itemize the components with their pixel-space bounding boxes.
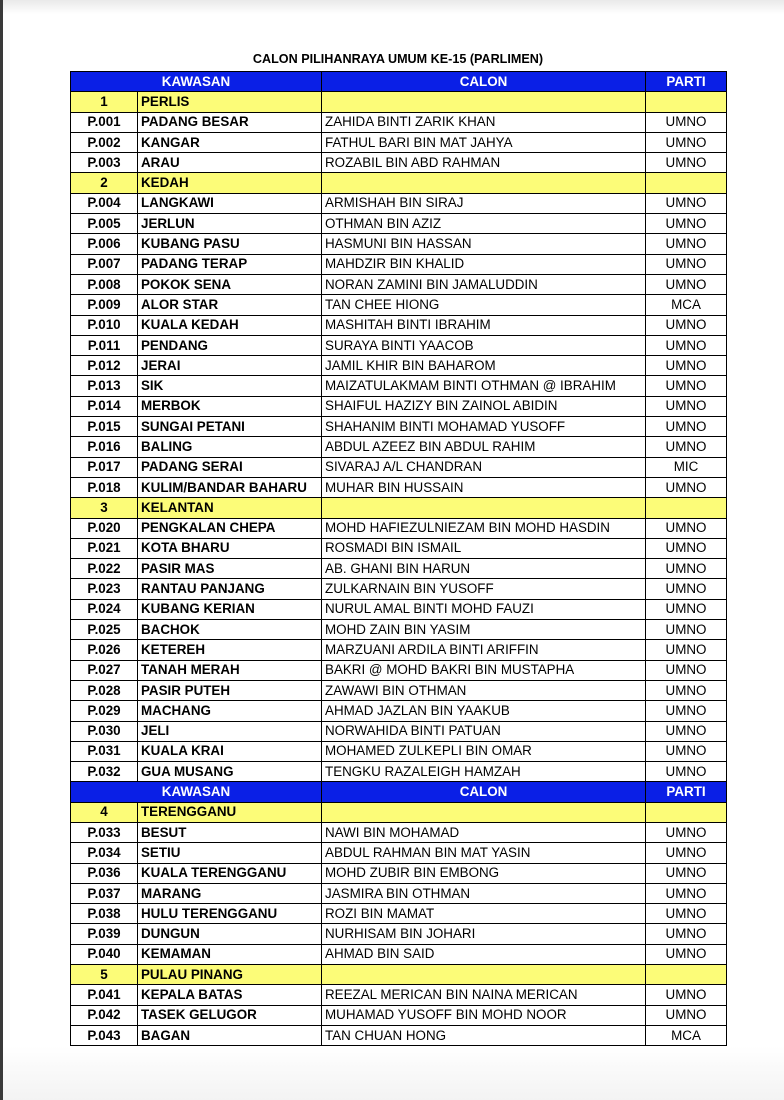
seat-code: P.037 xyxy=(71,883,138,903)
table-row xyxy=(71,599,727,619)
candidate-name: MASHITAH BINTI IBRAHIM xyxy=(322,315,646,335)
state-empty-cell xyxy=(646,92,727,112)
column-header-row xyxy=(71,72,727,92)
seat-area: BALING xyxy=(138,437,322,457)
candidate-name: MAIZATULAKMAM BINTI OTHMAN @ IBRAHIM xyxy=(322,376,646,396)
party-name: UMNO xyxy=(646,274,727,294)
candidate-name: JAMIL KHIR BIN BAHAROM xyxy=(322,356,646,376)
seat-code: P.001 xyxy=(71,112,138,132)
state-number: 2 xyxy=(71,173,138,193)
seat-area: HULU TERENGGANU xyxy=(138,904,322,924)
candidate-name: ZAHIDA BINTI ZARIK KHAN xyxy=(322,112,646,132)
table-row xyxy=(71,822,727,842)
seat-area: PENDANG xyxy=(138,335,322,355)
table-row xyxy=(71,132,727,152)
seat-code: P.009 xyxy=(71,295,138,315)
candidate-name: AB. GHANI BIN HARUN xyxy=(322,559,646,579)
candidate-name: ROZABIL BIN ABD RAHMAN xyxy=(322,153,646,173)
candidate-table xyxy=(70,71,727,1046)
party-name: UMNO xyxy=(646,234,727,254)
seat-area: SETIU xyxy=(138,843,322,863)
table-row xyxy=(71,315,727,335)
table-row xyxy=(71,904,727,924)
candidate-name: SHAHANIM BINTI MOHAMAD YUSOFF xyxy=(322,417,646,437)
seat-area: KETEREH xyxy=(138,640,322,660)
table-row xyxy=(71,620,727,640)
party-name: UMNO xyxy=(646,254,727,274)
seat-code: P.033 xyxy=(71,822,138,842)
seat-code: P.004 xyxy=(71,193,138,213)
seat-area: JERAI xyxy=(138,356,322,376)
seat-code: P.020 xyxy=(71,518,138,538)
seat-code: P.014 xyxy=(71,396,138,416)
table-row xyxy=(71,680,727,700)
party-name: UMNO xyxy=(646,904,727,924)
seat-code: P.039 xyxy=(71,924,138,944)
seat-code: P.041 xyxy=(71,985,138,1005)
state-name: KELANTAN xyxy=(138,498,322,518)
table-row xyxy=(71,1005,727,1025)
candidate-name: NORWAHIDA BINTI PATUAN xyxy=(322,721,646,741)
party-name: UMNO xyxy=(646,193,727,213)
seat-code: P.024 xyxy=(71,599,138,619)
candidate-name: MOHD ZAIN BIN YASIM xyxy=(322,620,646,640)
party-name: MCA xyxy=(646,295,727,315)
state-empty-cell xyxy=(322,173,646,193)
state-empty-cell xyxy=(646,498,727,518)
candidate-table-body xyxy=(71,72,727,1046)
party-name: UMNO xyxy=(646,863,727,883)
seat-area: GUA MUSANG xyxy=(138,762,322,782)
seat-area: ALOR STAR xyxy=(138,295,322,315)
page-title: CALON PILIHANRAYA UMUM KE-15 (PARLIMEN) xyxy=(252,52,544,66)
seat-code: P.025 xyxy=(71,620,138,640)
seat-area: BACHOK xyxy=(138,620,322,640)
state-empty-cell xyxy=(646,173,727,193)
seat-area: TANAH MERAH xyxy=(138,660,322,680)
table-row xyxy=(71,660,727,680)
seat-area: KEPALA BATAS xyxy=(138,985,322,1005)
party-name: UMNO xyxy=(646,741,727,761)
seat-area: BESUT xyxy=(138,822,322,842)
party-name: UMNO xyxy=(646,214,727,234)
table-row xyxy=(71,477,727,497)
candidate-name: TENGKU RAZALEIGH HAMZAH xyxy=(322,762,646,782)
seat-area: BAGAN xyxy=(138,1025,322,1045)
state-empty-cell xyxy=(322,92,646,112)
seat-area: LANGKAWI xyxy=(138,193,322,213)
state-row xyxy=(71,498,727,518)
seat-code: P.006 xyxy=(71,234,138,254)
candidate-name: MUHAR BIN HUSSAIN xyxy=(322,477,646,497)
table-row xyxy=(71,985,727,1005)
candidate-name: ZAWAWI BIN OTHMAN xyxy=(322,680,646,700)
candidate-name: FATHUL BARI BIN MAT JAHYA xyxy=(322,132,646,152)
seat-code: P.030 xyxy=(71,721,138,741)
party-name: UMNO xyxy=(646,518,727,538)
party-name: UMNO xyxy=(646,335,727,355)
table-row xyxy=(71,234,727,254)
seat-code: P.003 xyxy=(71,153,138,173)
seat-area: PASIR MAS xyxy=(138,559,322,579)
seat-code: P.034 xyxy=(71,843,138,863)
party-name: UMNO xyxy=(646,944,727,964)
state-number: 4 xyxy=(71,802,138,822)
state-name: PULAU PINANG xyxy=(138,965,322,985)
candidate-name: HASMUNI BIN HASSAN xyxy=(322,234,646,254)
candidate-name: MARZUANI ARDILA BINTI ARIFFIN xyxy=(322,640,646,660)
table-row xyxy=(71,883,727,903)
candidate-name: MAHDZIR BIN KHALID xyxy=(322,254,646,274)
party-name: MCA xyxy=(646,1025,727,1045)
party-name: UMNO xyxy=(646,701,727,721)
seat-area: SIK xyxy=(138,376,322,396)
candidate-name: OTHMAN BIN AZIZ xyxy=(322,214,646,234)
party-name: UMNO xyxy=(646,132,727,152)
seat-area: KUALA KEDAH xyxy=(138,315,322,335)
candidate-name: MUHAMAD YUSOFF BIN MOHD NOOR xyxy=(322,1005,646,1025)
party-name: UMNO xyxy=(646,315,727,335)
seat-code: P.040 xyxy=(71,944,138,964)
seat-area: RANTAU PANJANG xyxy=(138,579,322,599)
seat-code: P.029 xyxy=(71,701,138,721)
table-row xyxy=(71,214,727,234)
seat-code: P.028 xyxy=(71,680,138,700)
party-name: MIC xyxy=(646,457,727,477)
seat-area: POKOK SENA xyxy=(138,274,322,294)
candidate-name: MOHD HAFIEZULNIEZAM BIN MOHD HASDIN xyxy=(322,518,646,538)
header-calon: CALON xyxy=(322,782,646,802)
seat-area: TASEK GELUGOR xyxy=(138,1005,322,1025)
header-parti: PARTI xyxy=(646,72,727,92)
party-name: UMNO xyxy=(646,721,727,741)
table-row xyxy=(71,417,727,437)
state-number: 1 xyxy=(71,92,138,112)
candidate-name: ZULKARNAIN BIN YUSOFF xyxy=(322,579,646,599)
candidate-name: NURHISAM BIN JOHARI xyxy=(322,924,646,944)
seat-area: PADANG TERAP xyxy=(138,254,322,274)
state-empty-cell xyxy=(322,498,646,518)
candidate-name: SURAYA BINTI YAACOB xyxy=(322,335,646,355)
candidate-name: ABDUL RAHMAN BIN MAT YASIN xyxy=(322,843,646,863)
candidate-name: ABDUL AZEEZ BIN ABDUL RAHIM xyxy=(322,437,646,457)
party-name: UMNO xyxy=(646,417,727,437)
seat-code: P.038 xyxy=(71,904,138,924)
party-name: UMNO xyxy=(646,620,727,640)
seat-code: P.007 xyxy=(71,254,138,274)
candidate-name: AHMAD BIN SAID xyxy=(322,944,646,964)
party-name: UMNO xyxy=(646,579,727,599)
party-name: UMNO xyxy=(646,822,727,842)
seat-code: P.008 xyxy=(71,274,138,294)
seat-code: P.012 xyxy=(71,356,138,376)
party-name: UMNO xyxy=(646,153,727,173)
candidate-name: AHMAD JAZLAN BIN YAAKUB xyxy=(322,701,646,721)
candidate-name: SIVARAJ A/L CHANDRAN xyxy=(322,457,646,477)
seat-code: P.022 xyxy=(71,559,138,579)
party-name: UMNO xyxy=(646,985,727,1005)
candidate-name: ROZI BIN MAMAT xyxy=(322,904,646,924)
seat-area: KUALA TERENGGANU xyxy=(138,863,322,883)
seat-code: P.043 xyxy=(71,1025,138,1045)
seat-area: KOTA BHARU xyxy=(138,538,322,558)
state-empty-cell xyxy=(646,965,727,985)
candidate-name: ROSMADI BIN ISMAIL xyxy=(322,538,646,558)
table-row xyxy=(71,1025,727,1045)
table-row xyxy=(71,924,727,944)
party-name: UMNO xyxy=(646,660,727,680)
state-row xyxy=(71,802,727,822)
seat-code: P.032 xyxy=(71,762,138,782)
table-row xyxy=(71,559,727,579)
seat-area: PADANG SERAI xyxy=(138,457,322,477)
party-name: UMNO xyxy=(646,437,727,457)
table-row xyxy=(71,843,727,863)
seat-area: MACHANG xyxy=(138,701,322,721)
header-parti: PARTI xyxy=(646,782,727,802)
seat-area: SUNGAI PETANI xyxy=(138,417,322,437)
table-row xyxy=(71,944,727,964)
candidate-name: ARMISHAH BIN SIRAJ xyxy=(322,193,646,213)
party-name: UMNO xyxy=(646,680,727,700)
state-number: 3 xyxy=(71,498,138,518)
seat-area: KUALA KRAI xyxy=(138,741,322,761)
seat-code: P.018 xyxy=(71,477,138,497)
seat-code: P.010 xyxy=(71,315,138,335)
seat-area: PASIR PUTEH xyxy=(138,680,322,700)
table-row xyxy=(71,356,727,376)
table-row xyxy=(71,396,727,416)
party-name: UMNO xyxy=(646,538,727,558)
table-row xyxy=(71,701,727,721)
party-name: UMNO xyxy=(646,883,727,903)
party-name: UMNO xyxy=(646,477,727,497)
table-row xyxy=(71,640,727,660)
seat-code: P.031 xyxy=(71,741,138,761)
table-row xyxy=(71,741,727,761)
candidate-name: NAWI BIN MOHAMAD xyxy=(322,822,646,842)
candidate-name: NORAN ZAMINI BIN JAMALUDDIN xyxy=(322,274,646,294)
table-row xyxy=(71,335,727,355)
table-row xyxy=(71,762,727,782)
state-empty-cell xyxy=(322,965,646,985)
state-empty-cell xyxy=(322,802,646,822)
state-row xyxy=(71,965,727,985)
table-row xyxy=(71,863,727,883)
seat-area: KUBANG PASU xyxy=(138,234,322,254)
table-row xyxy=(71,721,727,741)
seat-code: P.015 xyxy=(71,417,138,437)
party-name: UMNO xyxy=(646,599,727,619)
party-name: UMNO xyxy=(646,396,727,416)
state-name: KEDAH xyxy=(138,173,322,193)
party-name: UMNO xyxy=(646,376,727,396)
seat-code: P.027 xyxy=(71,660,138,680)
seat-code: P.016 xyxy=(71,437,138,457)
table-row xyxy=(71,518,727,538)
seat-area: KANGAR xyxy=(138,132,322,152)
party-name: UMNO xyxy=(646,356,727,376)
seat-area: PADANG BESAR xyxy=(138,112,322,132)
seat-area: JELI xyxy=(138,721,322,741)
seat-area: ARAU xyxy=(138,153,322,173)
party-name: UMNO xyxy=(646,762,727,782)
seat-area: KEMAMAN xyxy=(138,944,322,964)
table-row xyxy=(71,376,727,396)
seat-code: P.026 xyxy=(71,640,138,660)
header-kawasan: KAWASAN xyxy=(71,72,322,92)
party-name: UMNO xyxy=(646,640,727,660)
seat-code: P.023 xyxy=(71,579,138,599)
party-name: UMNO xyxy=(646,1005,727,1025)
seat-code: P.005 xyxy=(71,214,138,234)
table-row xyxy=(71,457,727,477)
header-calon: CALON xyxy=(322,72,646,92)
state-name: TERENGGANU xyxy=(138,802,322,822)
party-name: UMNO xyxy=(646,112,727,132)
state-number: 5 xyxy=(71,965,138,985)
table-row xyxy=(71,437,727,457)
candidate-name: SHAIFUL HAZIZY BIN ZAINOL ABIDIN xyxy=(322,396,646,416)
party-name: UMNO xyxy=(646,559,727,579)
seat-area: JERLUN xyxy=(138,214,322,234)
table-row xyxy=(71,153,727,173)
seat-code: P.021 xyxy=(71,538,138,558)
table-row xyxy=(71,193,727,213)
candidate-name: MOHD ZUBIR BIN EMBONG xyxy=(322,863,646,883)
viewer-edge xyxy=(0,0,3,1100)
seat-area: DUNGUN xyxy=(138,924,322,944)
table-row xyxy=(71,112,727,132)
seat-code: P.042 xyxy=(71,1005,138,1025)
seat-code: P.017 xyxy=(71,457,138,477)
candidate-name: MOHAMED ZULKEPLI BIN OMAR xyxy=(322,741,646,761)
state-empty-cell xyxy=(646,802,727,822)
seat-code: P.011 xyxy=(71,335,138,355)
table-row xyxy=(71,538,727,558)
candidate-name: JASMIRA BIN OTHMAN xyxy=(322,883,646,903)
candidate-name: REEZAL MERICAN BIN NAINA MERICAN xyxy=(322,985,646,1005)
candidate-name: TAN CHEE HIONG xyxy=(322,295,646,315)
candidate-name: BAKRI @ MOHD BAKRI BIN MUSTAPHA xyxy=(322,660,646,680)
table-row xyxy=(71,254,727,274)
seat-area: MERBOK xyxy=(138,396,322,416)
candidate-name: NURUL AMAL BINTI MOHD FAUZI xyxy=(322,599,646,619)
seat-area: KUBANG KERIAN xyxy=(138,599,322,619)
seat-area: KULIM/BANDAR BAHARU xyxy=(138,477,322,497)
table-row xyxy=(71,295,727,315)
column-header-row xyxy=(71,782,727,802)
state-name: PERLIS xyxy=(138,92,322,112)
seat-area: MARANG xyxy=(138,883,322,903)
seat-code: P.013 xyxy=(71,376,138,396)
party-name: UMNO xyxy=(646,843,727,863)
seat-area: PENGKALAN CHEPA xyxy=(138,518,322,538)
candidate-name: TAN CHUAN HONG xyxy=(322,1025,646,1045)
header-kawasan: KAWASAN xyxy=(71,782,322,802)
seat-code: P.036 xyxy=(71,863,138,883)
seat-code: P.002 xyxy=(71,132,138,152)
table-row xyxy=(71,579,727,599)
table-row xyxy=(71,274,727,294)
party-name: UMNO xyxy=(646,924,727,944)
state-row xyxy=(71,173,727,193)
state-row xyxy=(71,92,727,112)
